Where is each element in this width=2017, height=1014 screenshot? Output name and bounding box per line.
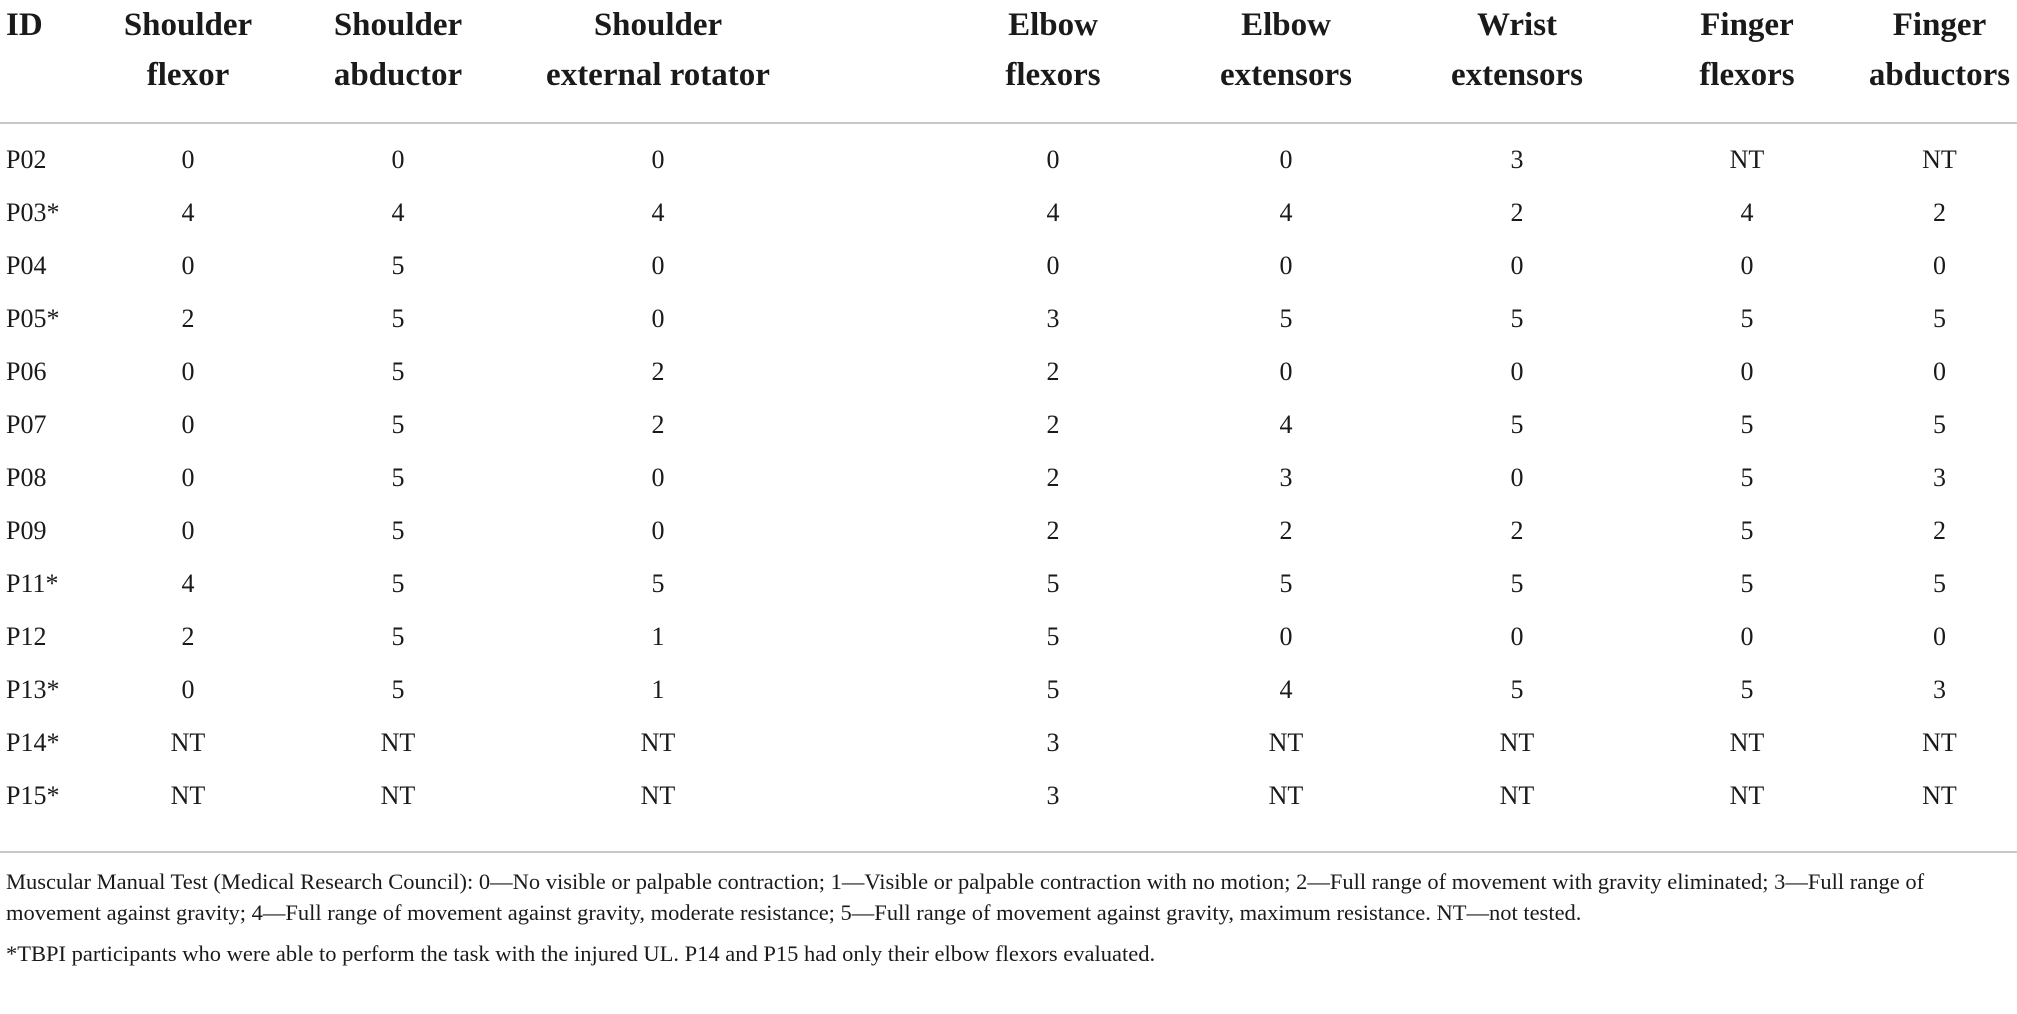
header-line2: flexor — [146, 57, 230, 93]
cell-id: P08 — [6, 462, 47, 492]
cell-elbow-extensors: 5 — [1279, 568, 1293, 598]
cell-elbow-extensors: 0 — [1279, 145, 1293, 174]
cell-wrist-extensors: 0 — [1510, 356, 1524, 386]
header-finger-abductors — [1862, 0, 2017, 123]
cell-elbow-extensors: 4 — [1279, 674, 1293, 704]
cell-elbow-flexors: 2 — [1046, 409, 1060, 439]
header-line1: Wrist — [1476, 7, 1558, 43]
cell-spacer — [808, 716, 936, 769]
cell-shoulder-abductor: 5 — [391, 356, 405, 386]
cell-finger-flexors: 4 — [1740, 197, 1754, 227]
cell-shoulder-abductor: 5 — [391, 462, 405, 492]
cell-shoulder-flexor: 0 — [181, 250, 195, 280]
cell-finger-abductors: 2 — [1933, 515, 1946, 545]
cell-finger-abductors: NT — [1922, 780, 1957, 810]
header-id — [0, 0, 88, 123]
cell-finger-abductors: 5 — [1933, 409, 1946, 439]
header-line1: Finger — [1700, 7, 1794, 43]
header-line1: Shoulder — [123, 7, 253, 43]
table-row — [0, 716, 2017, 769]
cell-shoulder-external-rotator: NT — [640, 727, 676, 757]
header-id-line1: ID — [6, 7, 43, 43]
cell-id: P05* — [6, 303, 60, 333]
cell-shoulder-flexor: 0 — [181, 145, 195, 174]
table-row — [0, 123, 2017, 186]
cell-wrist-extensors: 2 — [1510, 197, 1524, 227]
cell-elbow-flexors: 5 — [1046, 674, 1060, 704]
cell-finger-flexors: 5 — [1740, 303, 1754, 333]
cell-elbow-flexors: 3 — [1046, 303, 1060, 333]
cell-finger-abductors: 0 — [1933, 621, 1946, 651]
cell-elbow-flexors: 2 — [1046, 515, 1060, 545]
cell-shoulder-external-rotator: 0 — [651, 303, 665, 333]
table-footnotes — [6, 866, 2011, 969]
cell-id: P06 — [6, 356, 47, 386]
cell-elbow-flexors: 2 — [1046, 462, 1060, 492]
cell-elbow-extensors: 0 — [1279, 621, 1293, 651]
asterisk-footnote: *TBPI participants who were able to perform the task with the injured UL. P14 and P15 had only their elbow flexors evaluated. — [6, 941, 1156, 966]
cell-shoulder-external-rotator: 5 — [651, 568, 665, 598]
cell-finger-flexors: 5 — [1740, 674, 1754, 704]
header-wrist-extensors — [1402, 0, 1632, 123]
cell-shoulder-external-rotator: 0 — [651, 462, 665, 492]
cell-wrist-extensors: 0 — [1510, 462, 1524, 492]
cell-shoulder-abductor: 5 — [391, 568, 405, 598]
header-line2: external rotator — [546, 57, 770, 93]
cell-elbow-extensors: 4 — [1279, 197, 1293, 227]
cell-finger-flexors: 0 — [1740, 250, 1754, 280]
cell-id: P07 — [6, 409, 47, 439]
cell-finger-flexors: 5 — [1740, 515, 1754, 545]
cell-id: P09 — [6, 515, 47, 545]
cell-id: P13* — [6, 674, 60, 704]
cell-spacer — [808, 123, 936, 186]
cell-wrist-extensors: 0 — [1510, 250, 1524, 280]
cell-shoulder-flexor: NT — [170, 727, 206, 757]
cell-spacer — [808, 610, 936, 663]
cell-shoulder-external-rotator: 4 — [651, 197, 665, 227]
header-elbow-extensors — [1170, 0, 1402, 123]
cell-wrist-extensors: 0 — [1510, 621, 1524, 651]
header-line1: Elbow — [1241, 7, 1331, 43]
cell-shoulder-external-rotator: 0 — [651, 250, 665, 280]
cell-elbow-extensors: 5 — [1279, 303, 1293, 333]
table-row — [0, 504, 2017, 557]
cell-spacer — [808, 769, 936, 836]
cell-shoulder-flexor: 2 — [181, 621, 195, 651]
cell-wrist-extensors: 3 — [1510, 145, 1524, 174]
cell-shoulder-external-rotator: 1 — [651, 674, 665, 704]
cell-finger-abductors: NT — [1922, 145, 1957, 174]
cell-finger-abductors: 5 — [1933, 303, 1946, 333]
cell-shoulder-abductor: NT — [380, 727, 416, 757]
table-row — [0, 610, 2017, 663]
cell-elbow-flexors: 5 — [1046, 568, 1060, 598]
cell-finger-flexors: NT — [1729, 727, 1765, 757]
cell-finger-flexors: NT — [1729, 780, 1765, 810]
table-row — [0, 451, 2017, 504]
cell-shoulder-flexor: 0 — [181, 515, 195, 545]
table-row — [0, 398, 2017, 451]
header-shoulder-abductor — [288, 0, 508, 123]
cell-shoulder-flexor: 4 — [181, 568, 195, 598]
cell-elbow-extensors: NT — [1268, 780, 1304, 810]
cell-id: P04 — [6, 250, 47, 280]
cell-spacer — [808, 557, 936, 610]
cell-wrist-extensors: NT — [1499, 780, 1535, 810]
cell-spacer — [808, 239, 936, 292]
cell-wrist-extensors: 5 — [1510, 568, 1524, 598]
header-line1: Shoulder — [333, 7, 463, 43]
cell-elbow-extensors: 4 — [1279, 409, 1293, 439]
cell-spacer — [808, 292, 936, 345]
header-line2: flexors — [1699, 57, 1795, 93]
cell-finger-abductors: 3 — [1933, 674, 1946, 704]
cell-finger-abductors: NT — [1922, 727, 1957, 757]
header-line2: extensors — [1451, 57, 1583, 93]
cell-shoulder-abductor: 5 — [391, 515, 405, 545]
cell-elbow-flexors: 3 — [1046, 780, 1060, 810]
cell-finger-flexors: 5 — [1740, 409, 1754, 439]
cell-shoulder-abductor: 5 — [391, 250, 405, 280]
header-shoulder-flexor — [88, 0, 288, 123]
cell-elbow-flexors: 0 — [1046, 250, 1060, 280]
cell-id: P11* — [6, 568, 59, 598]
header-finger-flexors — [1632, 0, 1862, 123]
cell-elbow-flexors: 5 — [1046, 621, 1060, 651]
cell-finger-flexors: NT — [1729, 145, 1765, 174]
cell-finger-abductors: 0 — [1933, 356, 1946, 386]
cell-shoulder-abductor: 5 — [391, 621, 405, 651]
cell-wrist-extensors: 5 — [1510, 409, 1524, 439]
cell-finger-abductors: 0 — [1933, 250, 1946, 280]
cell-spacer — [808, 345, 936, 398]
cell-wrist-extensors: 5 — [1510, 674, 1524, 704]
cell-id: P02 — [6, 145, 47, 174]
cell-shoulder-external-rotator: 2 — [651, 356, 665, 386]
cell-shoulder-external-rotator: NT — [640, 780, 676, 810]
cell-wrist-extensors: 2 — [1510, 515, 1524, 545]
table-row — [0, 292, 2017, 345]
header-line1: Finger — [1892, 7, 1987, 43]
cell-shoulder-external-rotator: 2 — [651, 409, 665, 439]
header-line1: Shoulder — [593, 7, 723, 43]
cell-shoulder-flexor: 0 — [181, 356, 195, 386]
cell-spacer — [808, 451, 936, 504]
cell-shoulder-abductor: 4 — [391, 197, 405, 227]
cell-shoulder-flexor: 0 — [181, 674, 195, 704]
cell-elbow-flexors: 4 — [1046, 197, 1060, 227]
header-line2: flexors — [1005, 57, 1101, 93]
mmt-legend-footnote: Muscular Manual Test (Medical Research Council): 0—No visible or palpable contraction; 1—Visible or palpable contraction with no motion; 2—Full range of movement with gravity eliminated; 3—Full range of movement against gravity; 4—Full range of movement against gravity, moderate resistance; 5—Full range of movement against gravity, maximum resistance. NT—not tested. — [6, 869, 1925, 925]
header-line2: extensors — [1220, 57, 1352, 93]
cell-shoulder-external-rotator: 1 — [651, 621, 665, 651]
cell-elbow-flexors: 0 — [1046, 145, 1060, 174]
header-line2: abductor — [333, 57, 463, 93]
cell-finger-flexors: 0 — [1740, 621, 1754, 651]
cell-finger-abductors: 3 — [1933, 462, 1946, 492]
cell-shoulder-abductor: NT — [380, 780, 416, 810]
cell-spacer — [808, 186, 936, 239]
cell-shoulder-abductor: 5 — [391, 303, 405, 333]
header-elbow-flexors — [936, 0, 1170, 123]
footnote-divider — [0, 851, 2017, 853]
cell-elbow-extensors: 3 — [1279, 462, 1293, 492]
cell-elbow-flexors: 3 — [1046, 727, 1060, 757]
table-row — [0, 239, 2017, 292]
cell-shoulder-abductor: 5 — [391, 674, 405, 704]
cell-finger-abductors: 2 — [1933, 197, 1946, 227]
table-body — [0, 123, 2017, 836]
cell-id: P15* — [6, 780, 60, 810]
cell-id: P03* — [6, 197, 60, 227]
cell-shoulder-flexor: NT — [170, 780, 206, 810]
table-row — [0, 663, 2017, 716]
header-shoulder-external-rotator — [508, 0, 808, 123]
cell-shoulder-flexor: 4 — [181, 197, 195, 227]
table-row — [0, 186, 2017, 239]
cell-id: P12 — [6, 621, 47, 651]
cell-shoulder-external-rotator: 0 — [651, 145, 665, 174]
cell-elbow-flexors: 2 — [1046, 356, 1060, 386]
cell-spacer — [808, 504, 936, 557]
table-row — [0, 557, 2017, 610]
cell-finger-flexors: 5 — [1740, 568, 1754, 598]
header-line2: abductors — [1868, 57, 2011, 93]
cell-spacer — [808, 663, 936, 716]
cell-elbow-extensors: NT — [1268, 727, 1304, 757]
cell-shoulder-abductor: 5 — [391, 409, 405, 439]
cell-shoulder-flexor: 0 — [181, 462, 195, 492]
table-row — [0, 345, 2017, 398]
cell-wrist-extensors: 5 — [1510, 303, 1524, 333]
cell-shoulder-flexor: 2 — [181, 303, 195, 333]
header-row — [0, 0, 2017, 123]
cell-shoulder-flexor: 0 — [181, 409, 195, 439]
cell-elbow-extensors: 2 — [1279, 515, 1293, 545]
cell-shoulder-abductor: 0 — [391, 145, 405, 174]
cell-elbow-extensors: 0 — [1279, 250, 1293, 280]
cell-elbow-extensors: 0 — [1279, 356, 1293, 386]
cell-finger-flexors: 0 — [1740, 356, 1754, 386]
cell-wrist-extensors: NT — [1499, 727, 1535, 757]
cell-finger-flexors: 5 — [1740, 462, 1754, 492]
header-line1: Elbow — [1008, 7, 1098, 43]
cell-spacer — [808, 398, 936, 451]
table-row — [0, 769, 2017, 836]
cell-finger-abductors: 5 — [1933, 568, 1946, 598]
header-spacer — [808, 0, 936, 123]
cell-id: P14* — [6, 727, 60, 757]
cell-shoulder-external-rotator: 0 — [651, 515, 665, 545]
